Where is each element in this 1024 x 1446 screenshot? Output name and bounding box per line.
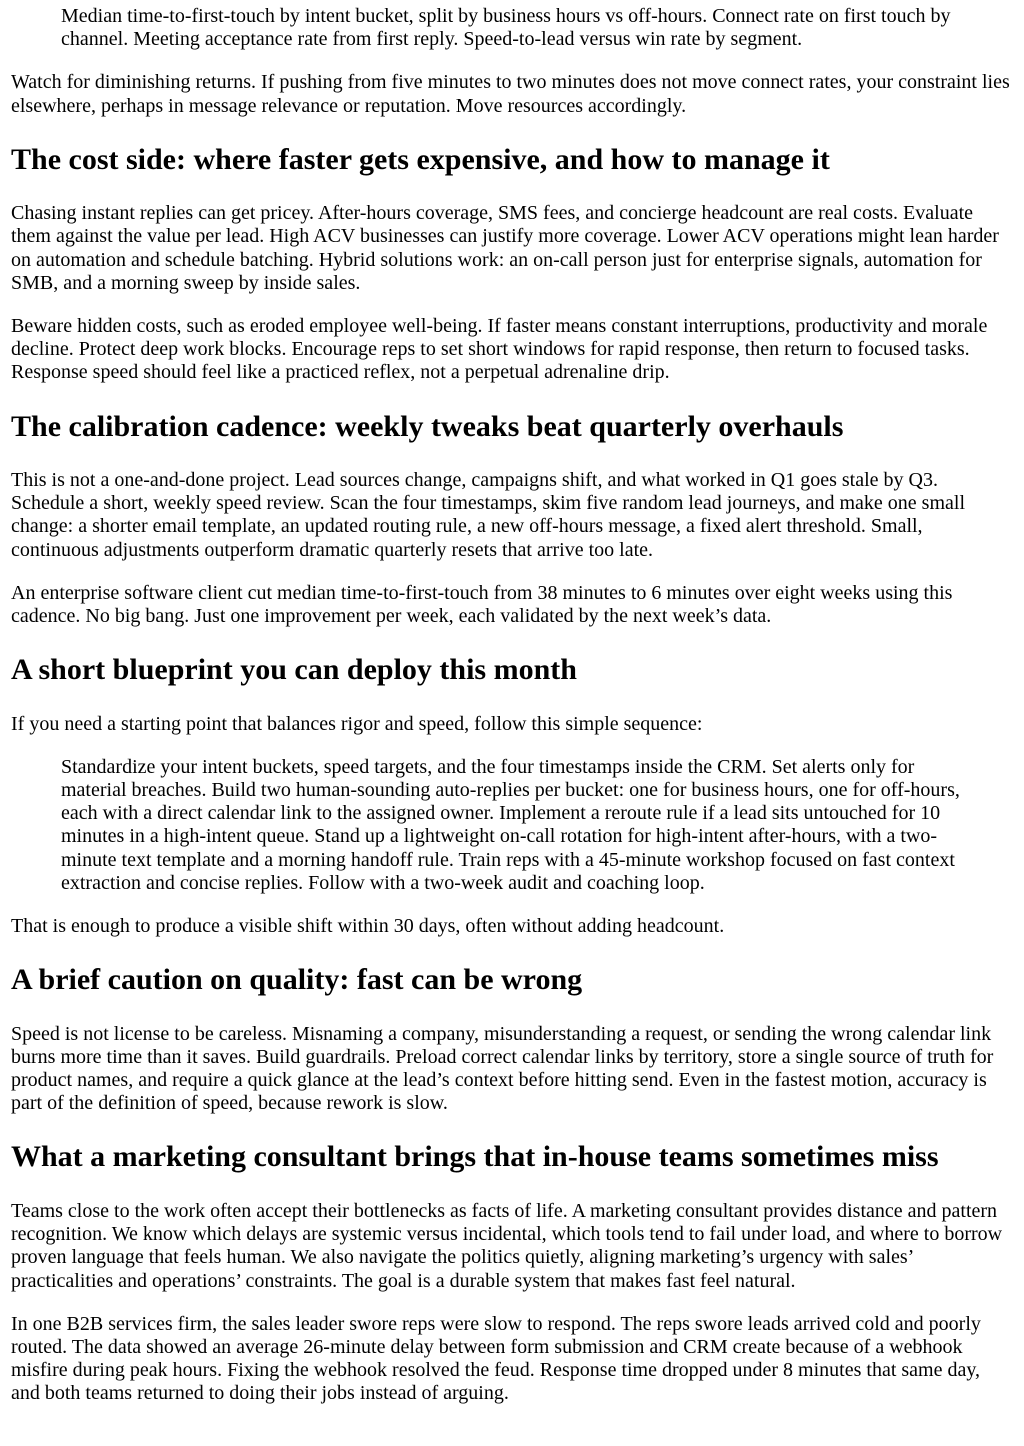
marketing-consultant-paragraph-1: Teams close to the work often accept their bottlenecks as facts of life. A marketing consultant provides distance and pattern recognition. We know which delays are systemic versus incidental, which tools tend to fail under load, and where to borrow proven language that feels human. We also navigate the politics quietly, aligning marketing’s urgency with sales’ practicalities and operations’ constraints. The goal is a durable system that makes fast feel natural. xyxy=(11,1199,1003,1292)
blueprint-outro-paragraph: That is enough to produce a visible shift within 30 days, often without adding headcount. xyxy=(11,915,725,937)
calibration-cadence-paragraph-2: An enterprise software client cut median time-to-first-touch from 38 minutes to 6 minutes over eight weeks using this cadence. No big bang. Just one improvement per week, each validated by the next week’s data. xyxy=(11,581,953,627)
blueprint-heading: A short blueprint you can deploy this month xyxy=(11,653,577,687)
metrics-quote-block: Median time-to-first-touch by intent bucket, split by business hours vs off-hours. Connect rate on first touch by channel. Meeting acceptance rate from first reply. Speed-to-lead versus win rate by segment. xyxy=(61,5,951,51)
diminishing-returns-paragraph: Watch for diminishing returns. If pushing from five minutes to two minutes does not move connect rates, your constraint lies elsewhere, perhaps in message relevance or reputation. Move resources accordingly. xyxy=(11,71,1010,117)
cost-side-paragraph-1: Chasing instant replies can get pricey. After-hours coverage, SMS fees, and concierge headcount are real costs. Evaluate them against the value per lead. High ACV businesses can justify more coverage. Lower ACV operations might lean harder on automation and schedule batching. Hybrid solutions work: an on-call person just for enterprise signals, automation for SMB, and a morning sweep by inside sales. xyxy=(11,202,999,294)
cost-side-paragraph-2: Beware hidden costs, such as eroded employee well-being. If faster means constant interruptions, productivity and morale decline. Protect deep work blocks. Encourage reps to set short windows for rapid response, then return to focused tasks. Response speed should feel like a practiced reflex, not a perpetual adrenaline drip. xyxy=(11,315,988,384)
cost-side-heading: The cost side: where faster gets expensive, and how to manage it xyxy=(11,142,830,176)
marketing-consultant-paragraph-2: In one B2B services firm, the sales leader swore reps were slow to respond. The reps swore leads arrived cold and poorly routed. The data showed an average 26-minute delay between form submission and CRM create because of a webhook misfire during peak hours. Fixing the webhook resolved the feud. Response time dropped under 8 minutes that same day, and both teams returned to doing their jobs instead of arguing. xyxy=(11,1312,981,1405)
marketing-consultant-heading: What a marketing consultant brings that in-house teams sometimes miss xyxy=(11,1140,939,1174)
quality-caution-heading: A brief caution on quality: fast can be wrong xyxy=(11,963,583,997)
calibration-cadence-paragraph-1: This is not a one-and-done project. Lead sources change, campaigns shift, and what worked in Q1 goes stale by Q3. Schedule a short, weekly speed review. Scan the four timestamps, skim five random lead journeys, and make one small change: a shorter email template, an updated routing rule, a new off-hours message, a fixed alert threshold. Small, continuous adjustments outperform dramatic quarterly resets that arrive too late. xyxy=(11,469,965,561)
blueprint-intro-paragraph: If you need a starting point that balances rigor and speed, follow this simple sequence: xyxy=(11,712,703,735)
blueprint-quote-block: Standardize your intent buckets, speed targets, and the four timestamps inside the CRM. Set alerts only for material breaches. Build two human-sounding auto-replies per bucket: one for business hours, one for off-hours, each with a direct calendar link to the assigned owner. Implement a reroute rule if a lead sits untouched for 10 minutes in a high-intent queue. Stand up a lightweight on-call rotation for high-intent after-hours, with a two-minute text template and a morning handoff rule. Train reps with a 45-minute workshop focused on fast context extraction and concise replies. Follow with a two-week audit and coaching loop. xyxy=(61,755,960,894)
quality-caution-paragraph: Speed is not license to be careless. Misnaming a company, misunderstanding a request, or sending the wrong calendar link burns more time than it saves. Build guardrails. Preload correct calendar links by territory, store a single source of truth for product names, and require a quick glance at the lead’s context before hitting send. Even in the fastest motion, accuracy is part of the definition of speed, because rework is slow. xyxy=(11,1022,994,1115)
calibration-cadence-heading: The calibration cadence: weekly tweaks beat quarterly overhauls xyxy=(11,409,844,443)
